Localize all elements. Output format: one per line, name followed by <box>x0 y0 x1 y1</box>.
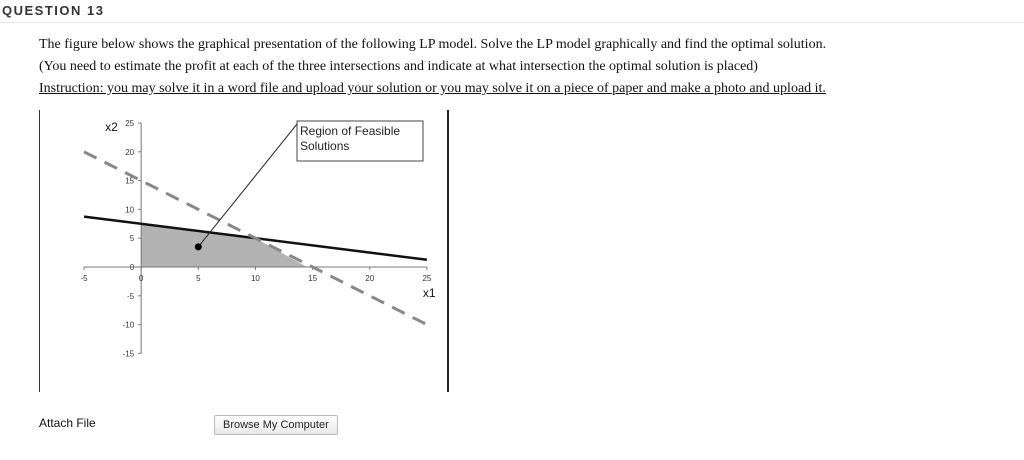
question-text-1: The figure below shows the graphical presentation of the following LP model. Solve the LP model graphically and find the optimal solution. <box>39 37 827 52</box>
y-tick-label: 25 <box>125 119 135 128</box>
x-tick-label: 25 <box>422 274 432 283</box>
y-tick-label: -15 <box>122 349 135 359</box>
x-tick-label: 0 <box>138 274 144 283</box>
divider <box>0 22 1024 23</box>
y-tick-label: -5 <box>127 291 135 301</box>
y-tick-label: 0 <box>129 263 135 272</box>
browse-my-computer-button[interactable]: Browse My Computer <box>214 415 338 435</box>
lp-chart <box>40 110 447 392</box>
x-tick-label: 10 <box>250 274 260 283</box>
feasible-region <box>141 224 307 267</box>
lp-figure <box>39 110 449 392</box>
annotation-point <box>195 243 202 250</box>
y-tick-label: 15 <box>125 176 135 186</box>
constraint-dashed-line <box>84 152 427 325</box>
annotation-text: Region of Feasible <box>300 124 401 138</box>
y-tick-label: 20 <box>125 147 135 157</box>
y-tick-label: -10 <box>122 320 135 330</box>
annotation-text: Solutions <box>300 139 350 153</box>
instruction-text: Instruction: you may solve it in a word file and upload your solution or you may solve it on a piece of paper and make a photo and upload it. <box>39 81 826 96</box>
x-axis-label: x1 <box>422 286 436 300</box>
x-tick-label: 20 <box>365 274 375 283</box>
annotation-pointer <box>198 124 297 247</box>
attach-file-label: Attach File <box>39 416 96 430</box>
question-heading: QUESTION 13 <box>2 3 105 18</box>
x-tick-label: 15 <box>308 274 318 283</box>
y-axis-label: x2 <box>105 120 118 134</box>
y-tick-label: 10 <box>125 205 135 215</box>
question-text-2: (You need to estimate the profit at each of the three intersections and indicate at what intersection the optimal solution is placed) <box>39 59 758 74</box>
y-tick-label: 5 <box>129 234 135 244</box>
x-tick-label: -5 <box>80 274 88 283</box>
x-tick-label: 5 <box>196 274 201 283</box>
